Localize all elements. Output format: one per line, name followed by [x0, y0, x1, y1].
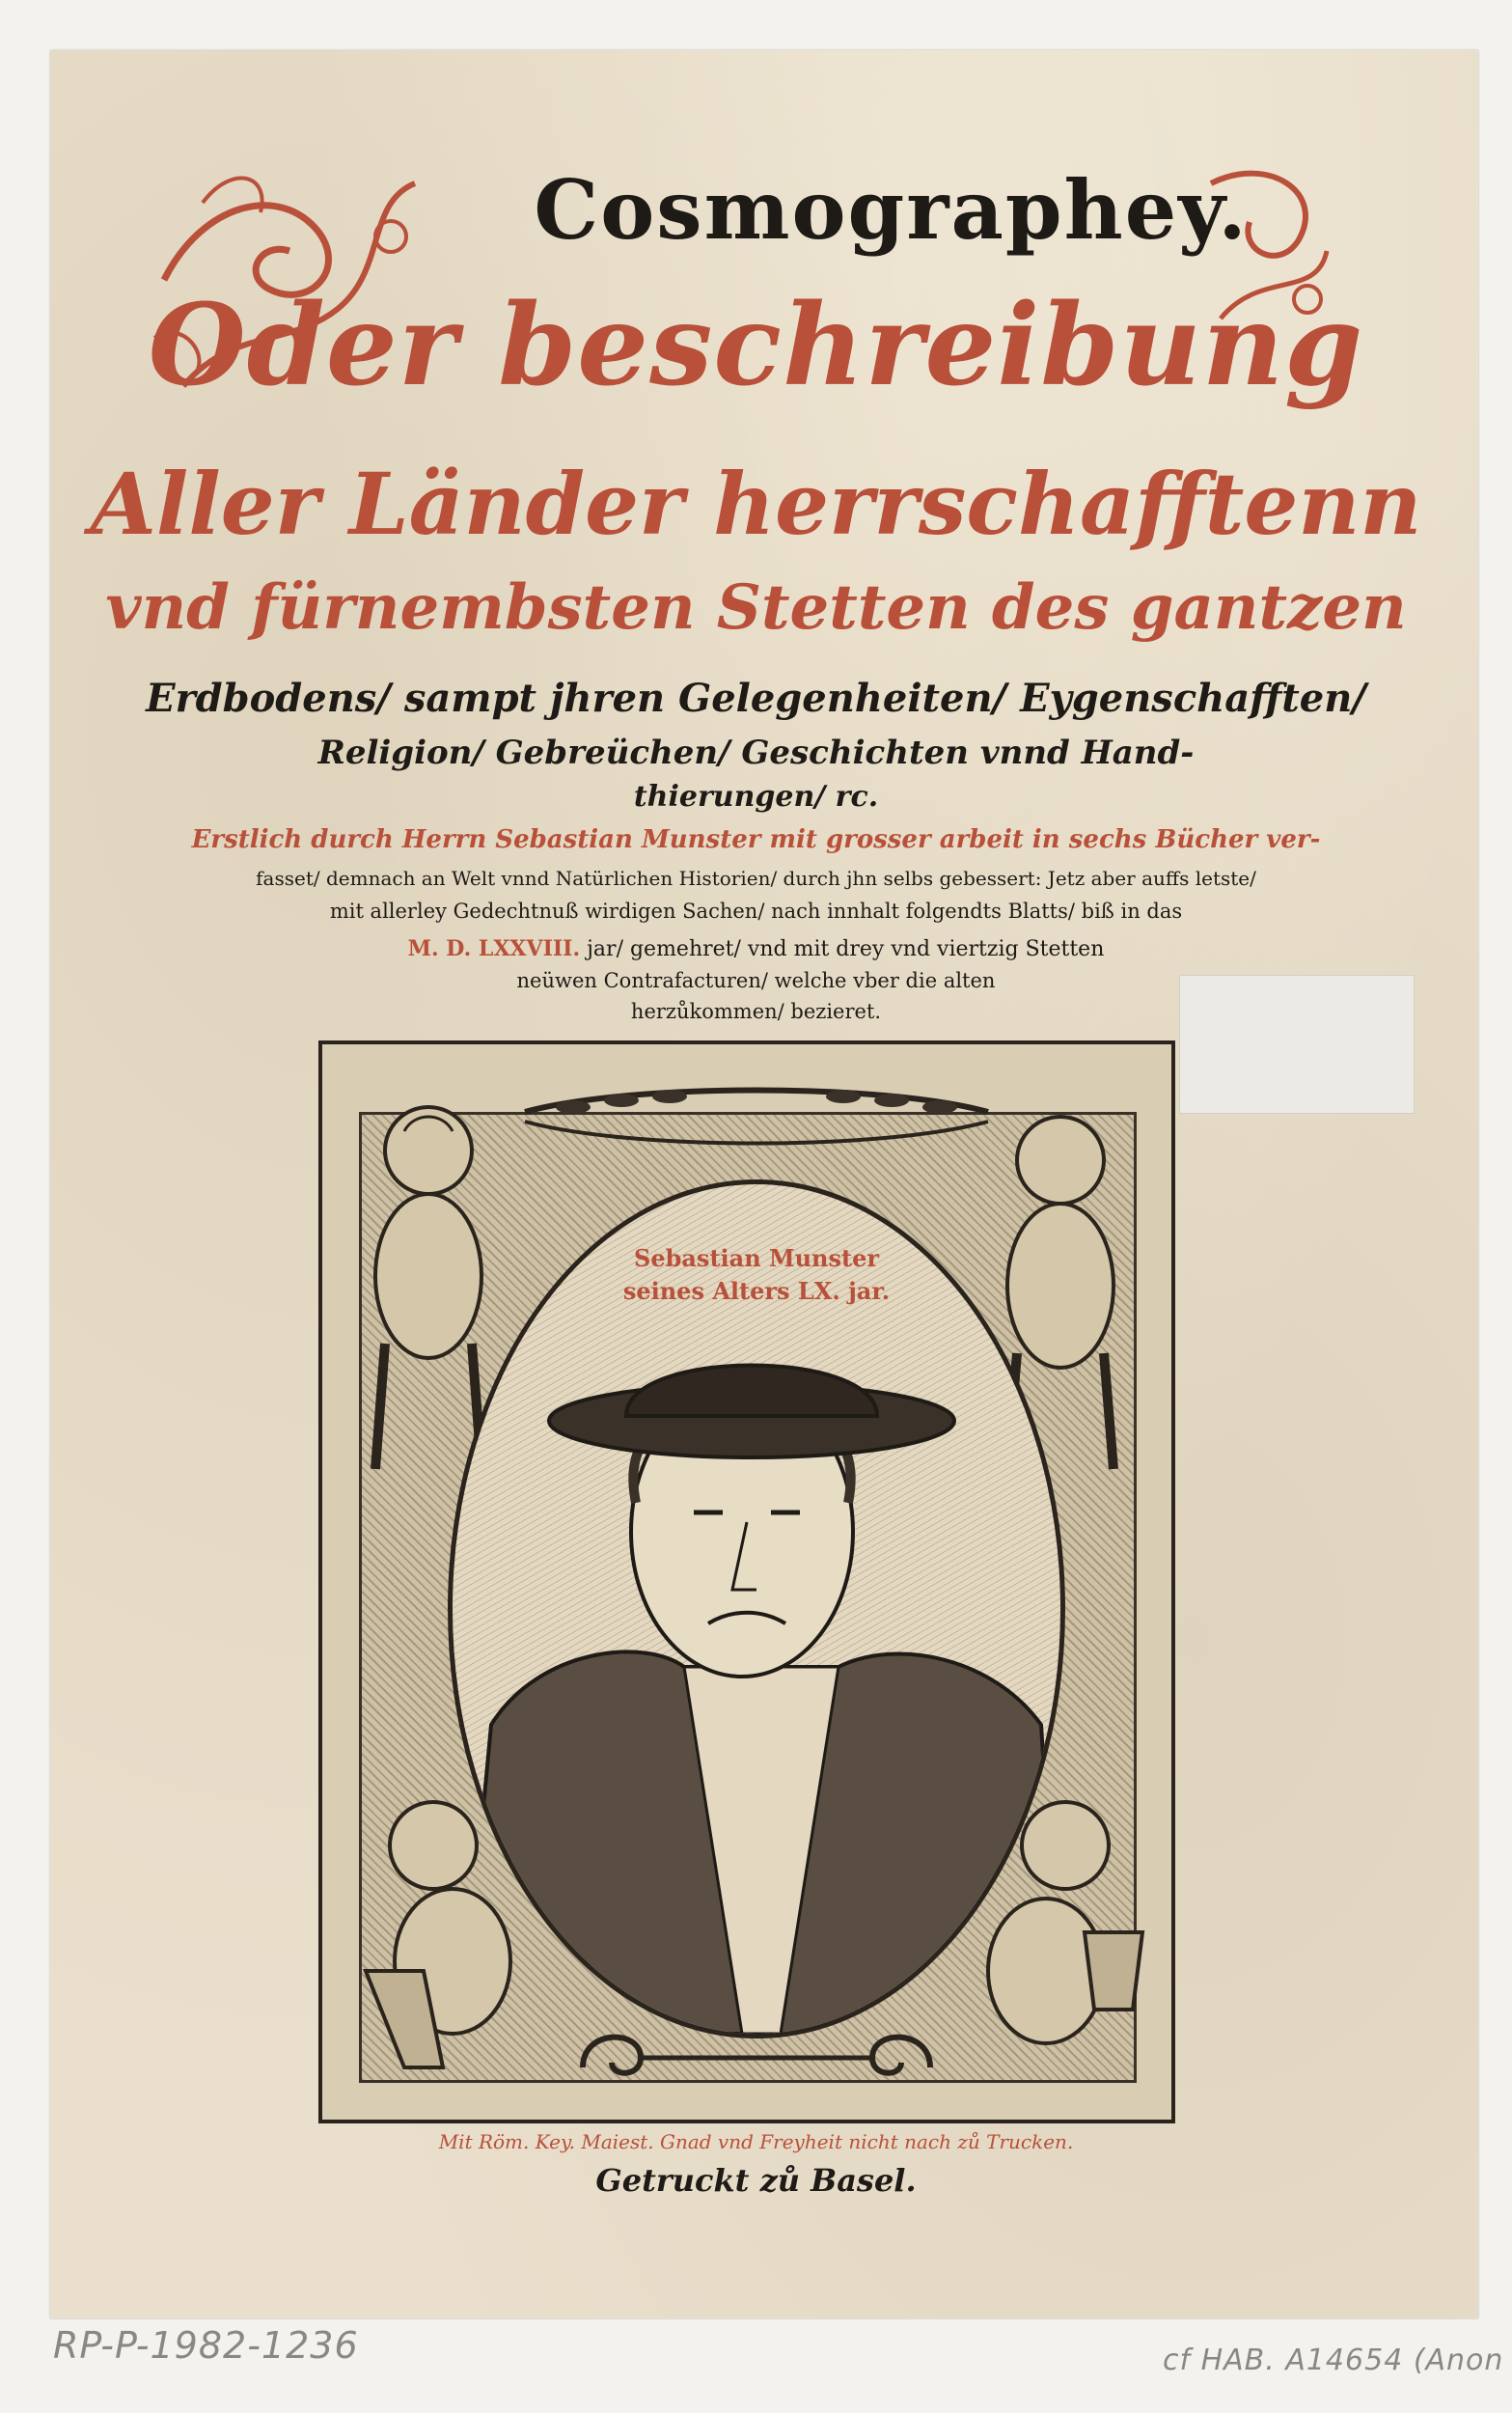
title-line-3: Aller Länder herrschafftenn	[90, 454, 1422, 554]
body-line-2: fasset/ demnach an Welt vnnd Natürlichen Historien/ durch jhn selbs gebessert: Jetz aber auffs letste/	[256, 867, 1256, 890]
reference-annotation: cf HAB. A14654 (Anon	[1163, 2344, 1504, 2377]
portrait-sebastian-munster	[453, 1184, 1060, 2034]
title-line-1: Cosmographey.	[534, 162, 1249, 258]
inventory-number-annotation: RP-P-1982-1236	[53, 2324, 359, 2367]
body-line-4-rest: jar/ gemehret/ vnd mit drey vnd viertzig Stetten	[587, 937, 1105, 961]
body-line-5: neüwen Contrafacturen/ welche vber die alten	[516, 969, 996, 992]
title-line-4: vnd fürnembsten Stetten des gantzen	[105, 571, 1407, 644]
body-line-1: Erstlich durch Herrn Sebastian Munster mit grosser arbeit in sechs Bücher ver-	[191, 825, 1321, 854]
woodcut-portrait-frame	[318, 1040, 1175, 2123]
body-line-6: herzůkommen/ bezieret.	[630, 1000, 882, 1023]
title-line-7: thierungen/ rc.	[633, 780, 879, 814]
title-line-5: Erdbodens/ sampt jhren Gelegenheiten/ Eygenschafften/	[146, 676, 1366, 721]
imperial-privilege-line: Mit Röm. Key. Maiest. Gnad vnd Freyheit nicht nach zů Trucken.	[438, 2130, 1074, 2153]
body-line-4	[0, 936, 1512, 961]
title-line-6: Religion/ Gebreüchen/ Geschichten vnnd Hand-	[317, 734, 1195, 772]
portrait-caption-name: Sebastian Munster	[634, 1244, 879, 1272]
publication-year: M. D. LXXVIII.	[407, 936, 581, 961]
imprint-place: Getruckt zů Basel.	[595, 2162, 917, 2199]
body-line-3: mit allerley Gedechtnuß wirdigen Sachen/ nach innhalt folgendts Blatts/ biß in das	[329, 900, 1183, 923]
title-line-2: Oder beschreibung	[148, 280, 1364, 411]
paper-patch	[1179, 975, 1415, 1114]
portrait-caption-age: seines Alters LX. jar.	[622, 1277, 891, 1305]
laurel-wreath-ornament	[515, 1073, 998, 1151]
portrait-oval	[448, 1179, 1065, 2039]
